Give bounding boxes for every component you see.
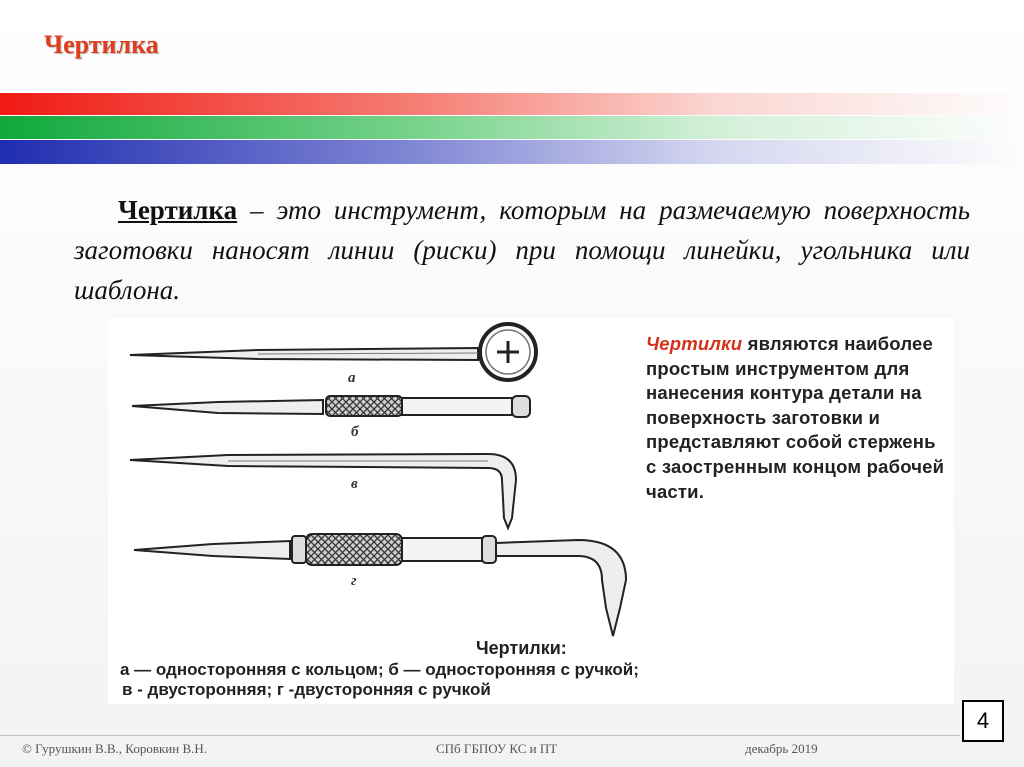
scriber-b-drawing bbox=[132, 396, 530, 417]
page-number: 4 bbox=[962, 700, 1004, 742]
scriber-c-drawing bbox=[130, 454, 516, 528]
definition-paragraph bbox=[74, 190, 970, 310]
footer-date: декабрь 2019 bbox=[745, 741, 818, 756]
scriber-figure bbox=[108, 318, 954, 704]
caption-title: Чертилки: bbox=[476, 638, 567, 658]
definition-text: – это инструмент, которым на размечаемую поверхность заготовки наносят линии (риски) при помощи линейки, угольника или шаблона. bbox=[74, 195, 970, 305]
footer-organization: СПб ГБПОУ КС и ПТ bbox=[436, 741, 558, 756]
footer-authors: © Гурушкин В.В., Коровкин В.Н. bbox=[22, 741, 208, 756]
scriber-description-highlight: Чертилки bbox=[646, 333, 743, 354]
figure-label-d: г bbox=[351, 573, 357, 589]
scriber-d-drawing bbox=[134, 534, 626, 636]
figure-caption bbox=[120, 636, 940, 700]
caption-line-1: а — односторонняя с кольцом; б — односторонняя с ручкой; bbox=[120, 660, 639, 679]
scriber-a-drawing bbox=[130, 324, 536, 380]
decorative-stripe-red bbox=[0, 93, 1024, 115]
scriber-description bbox=[646, 332, 946, 504]
slide-title: Чертилка bbox=[44, 30, 159, 59]
figure-label-b: б bbox=[351, 424, 359, 440]
decorative-stripe-green bbox=[0, 116, 1024, 139]
scriber-description-text: являются наиболее простым инструментом для нанесения контура детали на поверхность заготовки и представляют собой стержень с заостренным концом рабочей части. bbox=[646, 333, 945, 502]
definition-term: Чертилка bbox=[118, 195, 238, 225]
figure-label-a: а bbox=[348, 370, 356, 386]
caption-line-2: в - двусторонняя; г -двусторонняя с ручкой bbox=[122, 680, 491, 699]
figure-label-c: в bbox=[351, 476, 358, 492]
footer-divider bbox=[0, 735, 960, 736]
decorative-stripe-blue bbox=[0, 140, 1024, 164]
